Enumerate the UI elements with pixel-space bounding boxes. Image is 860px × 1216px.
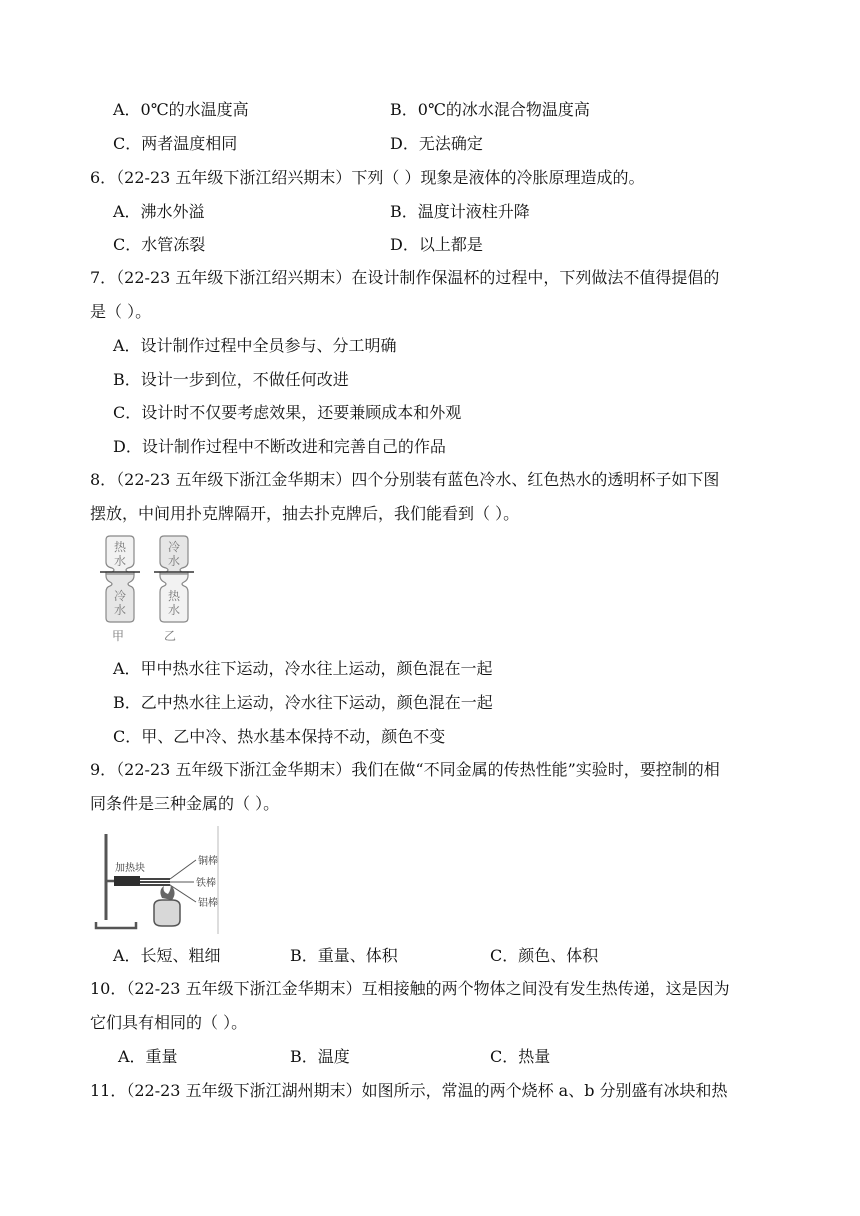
- rod-copper-leader: [170, 860, 196, 879]
- jia-bottom-label-1: 冷: [113, 589, 127, 603]
- yi-bottom-label-2: 水: [167, 603, 181, 617]
- q8-option-a: A．甲中热水往下运动，冷水往上运动，颜色混在一起: [113, 659, 493, 678]
- yi-top-label-1: 冷: [167, 540, 181, 554]
- q5-option-b: B．0℃的冰水混合物温度高: [390, 100, 590, 119]
- q9-apparatus-figure: [92, 826, 220, 934]
- yi-bottom-label-1: 热: [167, 589, 181, 603]
- q5-option-a: A．0℃的水温度高: [113, 100, 249, 119]
- q8-stem-line1: 8．（22-23 五年级下浙江金华期末）四个分别装有蓝色冷水、红色热水的透明杯子如下图: [90, 470, 720, 489]
- q6-option-a: A．沸水外溢: [113, 202, 205, 221]
- q8-option-b: B．乙中热水往上运动，冷水往下运动，颜色混在一起: [113, 693, 493, 712]
- q7-option-d: D．设计制作过程中不断改进和完善自己的作品: [113, 437, 446, 456]
- q9-stem-line1: 9．（22-23 五年级下浙江金华期末）我们在做“不同金属的传热性能”实验时，要控制的相: [90, 760, 720, 779]
- cup-pair-jia: [100, 536, 140, 643]
- q5-option-d: D．无法确定: [390, 134, 483, 153]
- heating-block: [114, 876, 140, 886]
- q7-option-b: B．设计一步到位，不做任何改进: [113, 370, 349, 389]
- jia-caption: 甲: [111, 629, 125, 643]
- q6-option-b: B．温度计液柱升降: [390, 202, 530, 221]
- q10-stem-line1: 10．（22-23 五年级下浙江金华期末）互相接触的两个物体之间没有发生热传递，这是因为: [90, 979, 730, 998]
- q9-option-a: A．长短、粗细: [113, 946, 221, 965]
- jia-top-label-2: 水: [113, 554, 127, 568]
- q6-option-c: C．水管冻裂: [113, 235, 206, 254]
- q7-option-a: A．设计制作过程中全员参与、分工明确: [113, 336, 397, 355]
- q8-cups-figure: [98, 534, 208, 646]
- q9-stem-line2: 同条件是三种金属的（ ）。: [90, 794, 280, 813]
- q10-stem-line2: 它们具有相同的（ ）。: [90, 1013, 248, 1032]
- q8-stem-line2: 摆放，中间用扑克牌隔开，抽去扑克牌后，我们能看到（ ）。: [90, 504, 520, 523]
- q7-option-c: C．设计时不仅要考虑效果，还要兼顾成本和外观: [113, 403, 462, 422]
- jia-bottom-label-2: 水: [113, 603, 127, 617]
- stand-base: [96, 922, 136, 928]
- q6-stem: 6．（22-23 五年级下浙江绍兴期末）下列（ ）现象是液体的冷胀原理造成的。: [90, 168, 645, 187]
- q8-option-c: C．甲、乙中冷、热水基本保持不动，颜色不变: [113, 727, 446, 746]
- yi-top-label-2: 水: [167, 554, 181, 568]
- heating-block-label: 加热块: [115, 863, 145, 874]
- q9-option-c: C．颜色、体积: [490, 946, 599, 965]
- q7-stem-line1: 7．（22-23 五年级下浙江绍兴期末）在设计制作保温杯的过程中，下列做法不值得提倡的: [90, 268, 720, 287]
- yi-caption: 乙: [163, 629, 177, 643]
- jia-top-label-1: 热: [113, 540, 127, 554]
- alcohol-lamp-icon: [154, 900, 180, 926]
- rod-aluminum-label: 铝棒: [198, 898, 218, 909]
- q7-stem-line2: 是（ ）。: [90, 302, 152, 321]
- rod-copper-label: 铜棒: [198, 856, 218, 867]
- cup-pair-yi: [154, 536, 194, 643]
- q6-option-d: D．以上都是: [390, 235, 483, 254]
- q11-stem-line1: 11．（22-23 五年级下浙江湖州期末）如图所示，常温的两个烧杯 a、b 分别盛有冰块和热: [90, 1081, 728, 1100]
- q10-option-c: C．热量: [490, 1047, 551, 1066]
- q10-option-b: B．温度: [290, 1047, 350, 1066]
- q9-option-b: B．重量、体积: [290, 946, 398, 965]
- q5-option-c: C．两者温度相同: [113, 134, 238, 153]
- rod-iron-label: 铁棒: [196, 878, 216, 889]
- q10-option-a: A．重量: [118, 1047, 178, 1066]
